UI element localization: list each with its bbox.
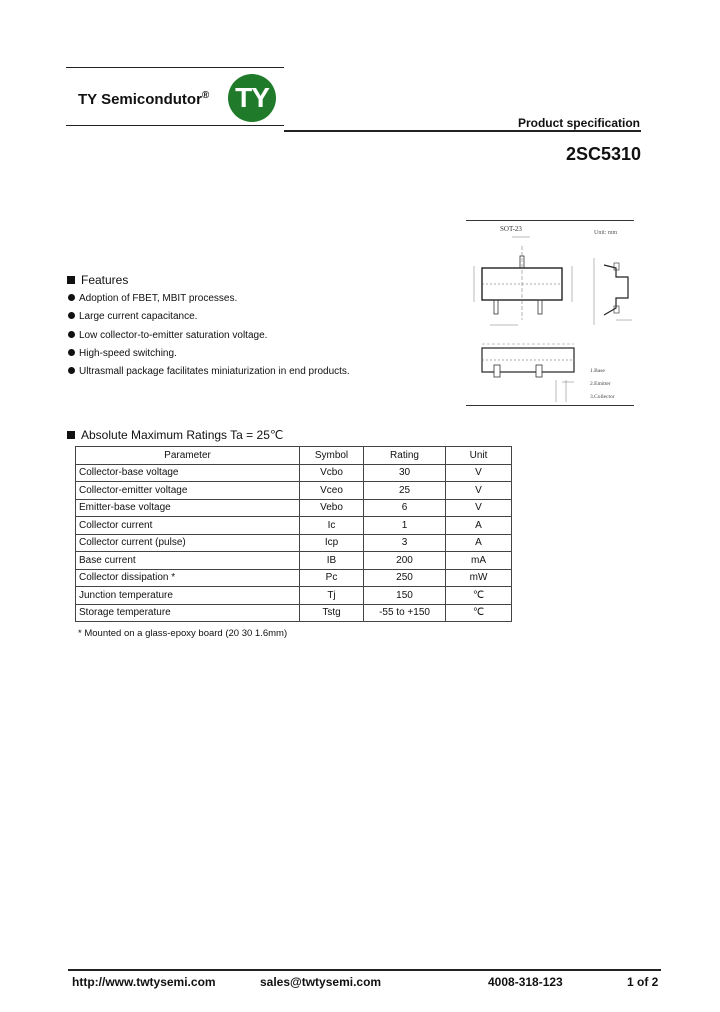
list-item: Adoption of FBET, MBIT processes.	[68, 292, 350, 310]
parameter-cell: Collector dissipation *	[76, 569, 300, 587]
registered-mark: ®	[201, 90, 210, 101]
ratings-table	[75, 446, 512, 622]
bullet-icon	[68, 331, 75, 338]
parameter-cell: Collector-emitter voltage	[76, 482, 300, 500]
header-rule-short	[66, 125, 284, 126]
symbol-cell: Pc	[300, 569, 364, 587]
table-row	[76, 604, 512, 622]
table-row	[76, 569, 512, 587]
unit-cell: V	[446, 499, 512, 517]
parameter-cell: Storage temperature	[76, 604, 300, 622]
symbol-cell: IB	[300, 552, 364, 570]
header-rule-main	[284, 130, 641, 132]
column-header: Parameter	[76, 447, 300, 465]
parameter-cell: Junction temperature	[76, 587, 300, 605]
rating-cell: 6	[364, 499, 446, 517]
symbol-cell: Icp	[300, 534, 364, 552]
bullet-icon	[68, 367, 75, 374]
parameter-cell: Base current	[76, 552, 300, 570]
table-row	[76, 517, 512, 535]
symbol-cell: Vebo	[300, 499, 364, 517]
parameter-cell: Collector-base voltage	[76, 464, 300, 482]
list-item: Low collector-to-emitter saturation voltage.	[68, 329, 350, 347]
footer-rule	[68, 969, 661, 971]
list-item: Ultrasmall package facilitates miniaturization in end products.	[68, 365, 350, 383]
footnote: * Mounted on a glass-epoxy board (20 30 1.6mm)	[78, 628, 288, 639]
unit-cell: A	[446, 534, 512, 552]
unit-cell: V	[446, 464, 512, 482]
product-spec-label: Product specification	[517, 116, 640, 130]
rating-cell: 1	[364, 517, 446, 535]
list-item: High-speed switching.	[68, 347, 350, 365]
pin-1-label: 1.Base	[590, 368, 605, 374]
bullet-icon	[68, 312, 75, 319]
list-item: Large current capacitance.	[68, 310, 350, 328]
phone-number: 4008-318-123	[488, 975, 563, 989]
symbol-cell: Tstg	[300, 604, 364, 622]
rating-cell: 200	[364, 552, 446, 570]
website-link[interactable]: http://www.twtysemi.com	[72, 975, 216, 989]
unit-cell: ℃	[446, 604, 512, 622]
symbol-cell: Vceo	[300, 482, 364, 500]
table-row	[76, 499, 512, 517]
column-header: Symbol	[300, 447, 364, 465]
unit-cell: mA	[446, 552, 512, 570]
rating-cell: 3	[364, 534, 446, 552]
features-heading: Features	[67, 273, 128, 287]
ratings-heading: Absolute Maximum Ratings Ta = 25℃	[67, 428, 283, 442]
square-bullet-icon	[67, 431, 75, 439]
part-number: 2SC5310	[565, 144, 641, 164]
package-drawing	[466, 220, 634, 406]
bullet-icon	[68, 349, 75, 356]
parameter-cell: Collector current (pulse)	[76, 534, 300, 552]
parameter-cell: Collector current	[76, 517, 300, 535]
symbol-cell: Vcbo	[300, 464, 364, 482]
pin-3-label: 3.Collector	[590, 394, 615, 400]
package-unit: Unit: mm	[594, 230, 618, 236]
company-logo: TY	[228, 74, 276, 122]
unit-cell: mW	[446, 569, 512, 587]
bullet-icon	[68, 294, 75, 301]
features-list	[68, 292, 350, 383]
symbol-cell: Tj	[300, 587, 364, 605]
header-rule-top	[66, 67, 284, 68]
rating-cell: 250	[364, 569, 446, 587]
rating-cell: 25	[364, 482, 446, 500]
table-row	[76, 552, 512, 570]
unit-cell: V	[446, 482, 512, 500]
rating-cell: 150	[364, 587, 446, 605]
parameter-cell: Emitter-base voltage	[76, 499, 300, 517]
table-row	[76, 587, 512, 605]
table-header-row	[76, 447, 512, 465]
email-link[interactable]: sales@twtysemi.com	[260, 975, 382, 989]
unit-cell: ℃	[446, 587, 512, 605]
symbol-cell: Ic	[300, 517, 364, 535]
column-header: Unit	[446, 447, 512, 465]
company-name: TY Semicondutor®	[78, 90, 210, 108]
unit-cell: A	[446, 517, 512, 535]
column-header: Rating	[364, 447, 446, 465]
table-row	[76, 482, 512, 500]
pin-2-label: 2.Emitter	[590, 381, 611, 387]
table-row	[76, 534, 512, 552]
page-number: 1 of 2	[627, 975, 659, 989]
square-bullet-icon	[67, 276, 75, 284]
rating-cell: 30	[364, 464, 446, 482]
table-row	[76, 464, 512, 482]
package-name: SOT-23	[500, 225, 522, 233]
rating-cell: -55 to +150	[364, 604, 446, 622]
